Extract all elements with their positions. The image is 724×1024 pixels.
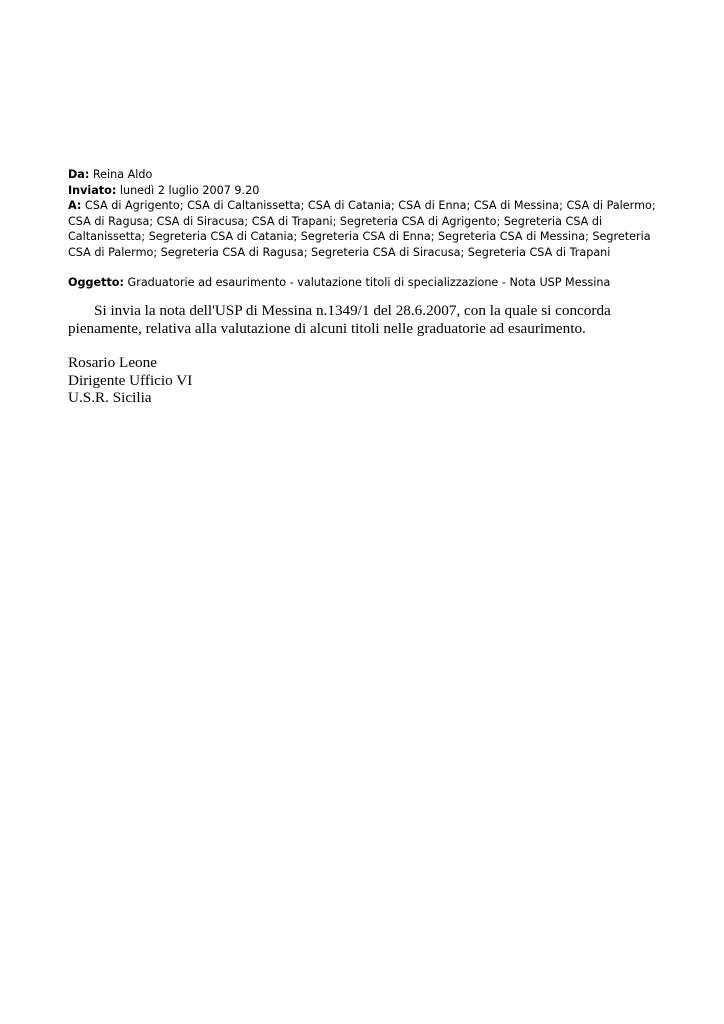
email-header <box>68 167 660 291</box>
signature-name: Rosario Leone <box>68 354 157 371</box>
signature-office: U.S.R. Sicilia <box>68 389 152 406</box>
from-value: Reina Aldo <box>92 168 153 181</box>
sent-value: lunedì 2 luglio 2007 9.20 <box>119 183 260 197</box>
from-line <box>68 167 660 183</box>
subject-label: Oggetto: <box>68 276 124 289</box>
to-line <box>68 198 660 260</box>
to-label: A: <box>68 199 82 212</box>
sent-line <box>68 183 660 199</box>
signature-block <box>68 354 658 407</box>
subject-line <box>68 275 660 291</box>
from-label: Da: <box>68 168 90 181</box>
subject-value: Graduatorie ad esaurimento - valutazione titoli di specializzazione - Nota USP Messina <box>127 276 611 289</box>
email-body <box>68 302 658 407</box>
to-value: CSA di Agrigento; CSA di Caltanissetta; CSA di Catania; CSA di Enna; CSA di Messina; CSA di Palermo; CSA di Ragusa; CSA di Siracusa; CSA di Trapani; Segreteria CSA di Agrigento; Segreteria CSA di Caltanissetta; Segreteria CSA di Catania; Segreteria CSA di Enna; Segreteria CSA di Messina; Segreteria CSA di Palermo; Segreteria CSA di Ragusa; Segreteria CSA di Siracusa; Segreteria CSA di Trapani <box>68 199 656 259</box>
sent-label: Inviato: <box>68 183 117 197</box>
body-paragraph: Si invia la nota dell'USP di Messina n.1349/1 del 28.6.2007, con la quale si concorda pienamente, relativa alla valutazione di alcuni titoli nelle graduatorie ad esaurimento. <box>68 302 611 337</box>
signature-title: Dirigente Ufficio VI <box>68 371 193 389</box>
